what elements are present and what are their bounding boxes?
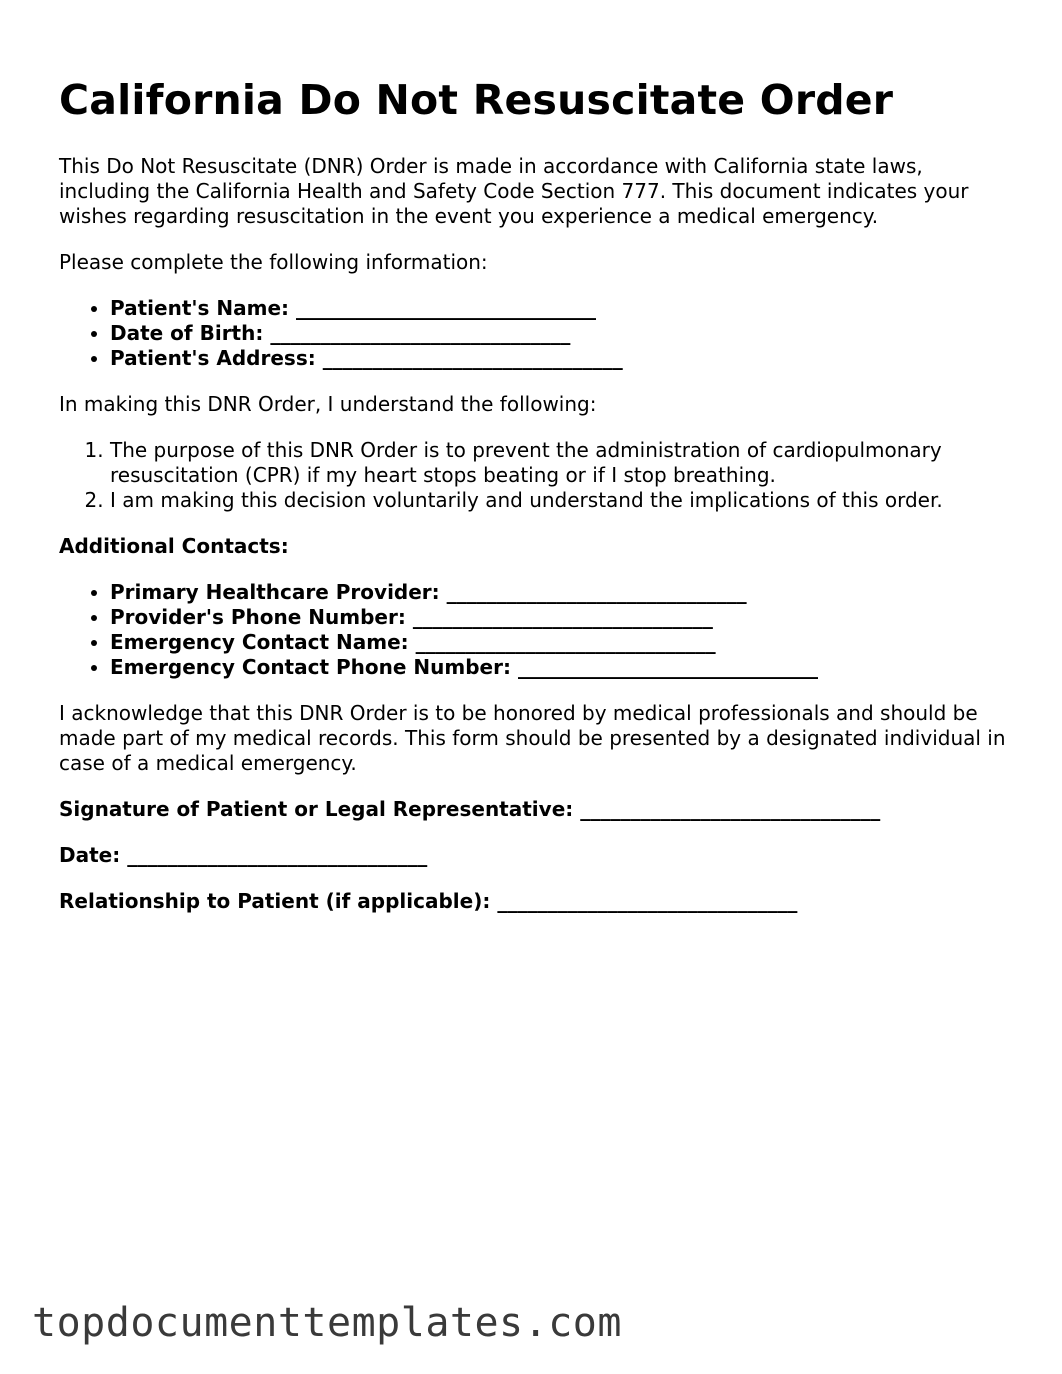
patient-name-field — [110, 296, 1009, 321]
contact-fields-list — [59, 580, 1009, 680]
date-blank[interactable]: ______________________________ — [127, 843, 428, 867]
understand-list — [59, 438, 1009, 513]
blank-line[interactable]: ______________________________ — [322, 346, 623, 370]
understand-item: 2. I am making this decision voluntarily and understand the implications of this order. — [110, 488, 1009, 513]
footer-watermark: topdocumenttemplates.com — [32, 1300, 622, 1346]
date-of-birth-field — [110, 321, 1009, 346]
emergency-contact-name-field — [110, 630, 1009, 655]
signature-line — [59, 797, 1009, 822]
field-label: Date of Birth: — [110, 321, 264, 345]
field-label: Patient's Name: — [110, 296, 290, 320]
complete-prompt: Please complete the following information: — [59, 250, 488, 274]
emergency-contact-phone-field — [110, 655, 1009, 680]
field-label: Emergency Contact Name: — [110, 630, 409, 654]
blank-line[interactable]: ______________________________ — [270, 321, 571, 345]
field-label: Patient's Address: — [110, 346, 316, 370]
intro-paragraph: This Do Not Resuscitate (DNR) Order is made in accordance with California state laws, including the California Health and Safety Code Section 777. This document indicates your wishes regarding resuscitation in the event you experience a medical emergency. — [59, 154, 969, 228]
relationship-label: Relationship to Patient (if applicable): — [59, 889, 491, 913]
blank-line[interactable]: ______________________________ — [415, 630, 716, 654]
provider-phone-field — [110, 605, 1009, 630]
relationship-line — [59, 889, 1009, 914]
blank-line[interactable]: ______________________________ — [517, 655, 818, 679]
signature-label: Signature of Patient or Legal Representative: — [59, 797, 574, 821]
date-label: Date: — [59, 843, 121, 867]
understand-prompt: In making this DNR Order, I understand the following: — [59, 392, 597, 416]
date-line — [59, 843, 1009, 868]
blank-line[interactable]: ______________________________ — [296, 296, 596, 320]
field-label: Primary Healthcare Provider: — [110, 580, 440, 604]
relationship-blank[interactable]: ______________________________ — [497, 889, 798, 913]
patient-fields-list — [59, 296, 1009, 371]
page-title: California Do Not Resuscitate Order — [59, 76, 894, 124]
acknowledge-paragraph: I acknowledge that this DNR Order is to be honored by medical professionals and should be made part of my medical records. This form should be presented by a designated individual in case of a medical emergency. — [59, 701, 1006, 775]
contacts-heading: Additional Contacts: — [59, 534, 289, 558]
field-label: Provider's Phone Number: — [110, 605, 406, 629]
field-label: Emergency Contact Phone Number: — [110, 655, 511, 679]
primary-provider-field — [110, 580, 1009, 605]
blank-line[interactable]: ______________________________ — [412, 605, 713, 629]
signature-blank[interactable]: ______________________________ — [580, 797, 881, 821]
blank-line[interactable]: ______________________________ — [446, 580, 747, 604]
understand-item: 1. The purpose of this DNR Order is to prevent the administration of cardiopulmonary resuscitation (CPR) if my heart stops beating or if I stop breathing. — [110, 438, 1009, 488]
document-page — [59, 72, 1009, 935]
patient-address-field — [110, 346, 1009, 371]
